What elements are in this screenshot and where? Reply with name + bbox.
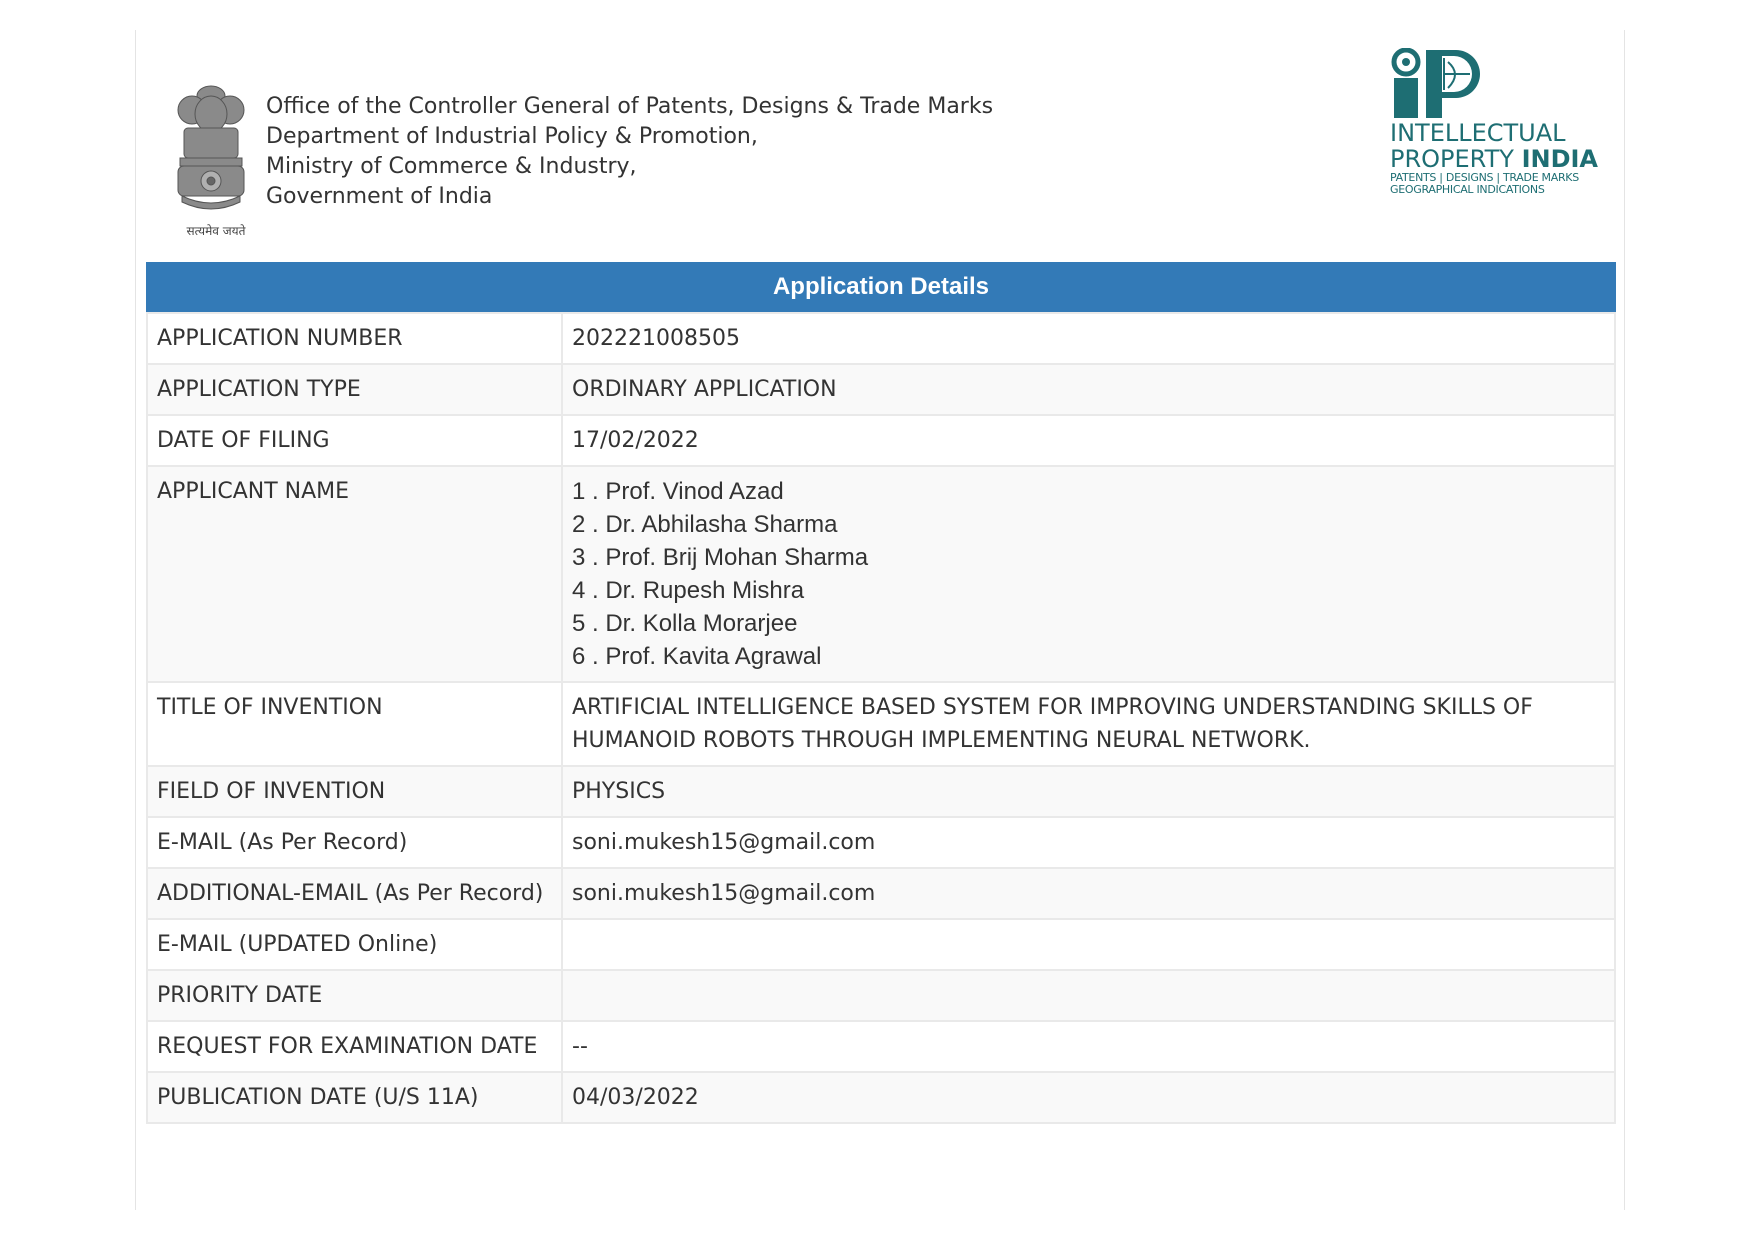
row-value: soni.mukesh15@gmail.com [562, 817, 1615, 868]
row-label: DATE OF FILING [147, 415, 562, 466]
table-row [147, 868, 1615, 919]
row-label: ADDITIONAL-EMAIL (As Per Record) [147, 868, 562, 919]
row-value: ARTIFICIAL INTELLIGENCE BASED SYSTEM FOR IMPROVING UNDERSTANDING SKILLS OF HUMANOID ROBOTS THROUGH IMPLEMENTING NEURAL NETWORK. [562, 682, 1615, 766]
list-item: 5 . Dr. Kolla Morarjee [572, 610, 798, 637]
office-line: Office of the Controller General of Patents, Designs & Trade Marks [266, 94, 994, 119]
row-label: APPLICANT NAME [147, 466, 562, 682]
table-row [147, 466, 1615, 682]
ip-india-small-2: GEOGRAPHICAL INDICATIONS [1390, 183, 1545, 196]
application-details-table [146, 312, 1616, 1124]
page-header [146, 70, 1616, 240]
row-value: 04/03/2022 [562, 1072, 1615, 1123]
row-value [562, 919, 1615, 970]
ip-india-line2-b: INDIA [1521, 145, 1599, 173]
row-label: FIELD OF INVENTION [147, 766, 562, 817]
table-row [147, 1021, 1615, 1072]
row-label: PUBLICATION DATE (U/S 11A) [147, 1072, 562, 1123]
row-label: E-MAIL (UPDATED Online) [147, 919, 562, 970]
row-label: E-MAIL (As Per Record) [147, 817, 562, 868]
national-emblem [166, 80, 256, 240]
list-item: 3 . Prof. Brij Mohan Sharma [572, 544, 869, 571]
table-row [147, 766, 1615, 817]
emblem-caption: सत्यमेव जयते [186, 224, 246, 238]
office-line: Government of India [266, 184, 493, 209]
ip-india-line2-a: PROPERTY [1390, 145, 1522, 173]
row-label: APPLICATION TYPE [147, 364, 562, 415]
office-address [266, 92, 993, 212]
table-row [147, 817, 1615, 868]
row-label: PRIORITY DATE [147, 970, 562, 1021]
office-line: Ministry of Commerce & Industry, [266, 154, 637, 179]
table-row [147, 1072, 1615, 1123]
row-value: PHYSICS [562, 766, 1615, 817]
row-value: 202221008505 [562, 313, 1615, 364]
ip-india-logo [1390, 48, 1600, 208]
row-value: -- [562, 1021, 1615, 1072]
table-row [147, 970, 1615, 1021]
table-row [147, 682, 1615, 766]
row-value [562, 970, 1615, 1021]
row-value: ORDINARY APPLICATION [562, 364, 1615, 415]
table-row [147, 364, 1615, 415]
list-item: 4 . Dr. Rupesh Mishra [572, 577, 805, 604]
national-emblem-icon [166, 80, 256, 220]
row-label: REQUEST FOR EXAMINATION DATE [147, 1021, 562, 1072]
list-item: 6 . Prof. Kavita Agrawal [572, 643, 822, 670]
ip-india-small-1: PATENTS | DESIGNS | TRADE MARKS [1390, 171, 1579, 184]
ip-india-wordmark [1390, 120, 1598, 196]
row-label: TITLE OF INVENTION [147, 682, 562, 766]
ip-india-line2 [1390, 146, 1598, 172]
office-line: Department of Industrial Policy & Promotion, [266, 124, 758, 149]
ip-india-line1: INTELLECTUAL [1390, 119, 1566, 147]
table-row [147, 313, 1615, 364]
row-label: APPLICATION NUMBER [147, 313, 562, 364]
application-details-title: Application Details [146, 262, 1616, 312]
table-row [147, 415, 1615, 466]
applicant-list [572, 475, 1605, 673]
table-row [147, 919, 1615, 970]
application-details [146, 262, 1616, 1124]
row-value: soni.mukesh15@gmail.com [562, 868, 1615, 919]
row-value [562, 466, 1615, 682]
list-item: 2 . Dr. Abhilasha Sharma [572, 511, 838, 538]
list-item: 1 . Prof. Vinod Azad [572, 478, 784, 505]
row-value: 17/02/2022 [562, 415, 1615, 466]
ip-india-emblem-icon [1390, 48, 1490, 120]
